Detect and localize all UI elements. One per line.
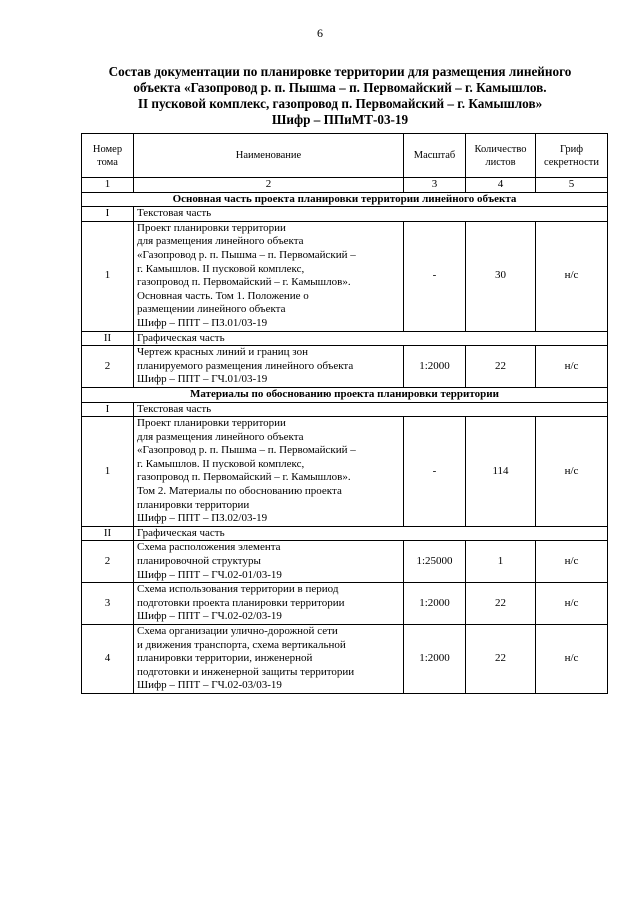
table-row [82,583,608,625]
document-name-line: Шифр – ППТ – ГЧ.02-02/03-19 [137,610,282,623]
document-name-line: «Газопровод р. п. Пышма – п. Первомайский – [137,444,356,457]
column-number: 3 [404,178,466,193]
part-row [82,526,608,541]
document-name-line: Схема организации улично-дорожной сети [137,625,338,637]
volume-number: 1 [82,221,134,331]
sheet-count: 22 [466,583,536,625]
column-number: 5 [536,178,608,193]
sheet-count: 1 [466,541,536,583]
document-name-line: газопровод п. Первомайский – г. Камышлов». [137,471,351,484]
document-name [134,417,404,527]
document-name-line: планировочной структуры [137,555,261,568]
document-name-line: «Газопровод р. п. Пышма – п. Первомайский – [137,248,356,261]
scale-value: 1:2000 [404,583,466,625]
documentation-table [81,133,608,694]
document-name-line: г. Камышлов. II пусковой комплекс, [137,262,305,275]
document-name-line: планировки территории [137,498,250,511]
document-name [134,346,404,388]
part-label: Графическая часть [134,331,608,346]
document-name-line: Чертеж красных линий и границ зон [137,346,308,359]
document-name-line: Шифр – ППТ – ПЗ.02/03-19 [137,512,268,525]
part-row [82,402,608,417]
part-label: Графическая часть [134,526,608,541]
document-name-line: подготовки проекта планировки территории [137,596,345,609]
part-roman-number: I [82,402,134,417]
header-volume-number: Номер тома [82,134,134,178]
document-name-line: Шифр – ППТ – ГЧ.02-01/03-19 [137,568,282,581]
document-name-line: Том 2. Материалы по обоснованию проекта [137,485,342,498]
header-sheet-count: Количество листов [466,134,536,178]
secrecy-stamp: н/с [536,346,608,388]
table-row [82,541,608,583]
part-roman-number: I [82,207,134,222]
document-title [60,64,620,128]
document-name-line: Шифр – ППТ – ГЧ.01/03-19 [137,373,268,386]
header-scale: Масштаб [404,134,466,178]
scale-value: 1:2000 [404,346,466,388]
document-name-line: размещении линейного объекта [137,303,286,316]
scale-value: - [404,221,466,331]
document-name-line: Схема расположения элемента [137,541,281,554]
volume-number: 2 [82,541,134,583]
title-line: Шифр – ППиМТ-03-19 [271,112,409,127]
document-name-line: Проект планировки территории [137,221,286,234]
table-row [82,346,608,388]
title-line: объекта «Газопровод р. п. Пышма – п. Первомайский – г. Камышлов. [133,80,547,95]
section-title: Основная часть проекта планировки территории линейного объекта [82,192,608,207]
document-name [134,221,404,331]
section-title: Материалы по обоснованию проекта планировки территории [82,387,608,402]
document-name-line: и движения транспорта, схема вертикальной [137,638,346,651]
document-name-line: Проект планировки территории [137,417,286,430]
volume-number: 1 [82,417,134,527]
secrecy-stamp: н/с [536,417,608,527]
scale-value: - [404,417,466,527]
table-header-row [82,134,608,178]
secrecy-stamp: н/с [536,625,608,694]
sheet-count: 22 [466,346,536,388]
column-number: 2 [134,178,404,193]
document-name-line: Шифр – ППТ – ПЗ.01/03-19 [137,316,268,329]
document-name-line: для размещения линейного объекта [137,235,304,248]
volume-number: 3 [82,583,134,625]
part-row [82,331,608,346]
table-row [82,625,608,694]
document-name [134,541,404,583]
document-name-line: подготовки и инженерной защиты территории [137,665,355,678]
document-name-line: Схема использования территории в период [137,583,339,596]
secrecy-stamp: н/с [536,583,608,625]
column-number: 1 [82,178,134,193]
secrecy-stamp: н/с [536,221,608,331]
scale-value: 1:25000 [404,541,466,583]
part-row [82,207,608,222]
document-name-line: для размещения линейного объекта [137,430,304,443]
table-row [82,417,608,527]
section-row [82,387,608,402]
sheet-count: 22 [466,625,536,694]
title-line: II пусковой комплекс, газопровод п. Первомайский – г. Камышлов» [137,96,543,111]
document-name-line: планировки территории, инженерной [137,652,313,665]
secrecy-stamp: н/с [536,541,608,583]
title-line: Состав документации по планировке территории для размещения линейного [108,64,572,79]
part-roman-number: II [82,331,134,346]
scale-value: 1:2000 [404,625,466,694]
table-row [82,221,608,331]
volume-number: 4 [82,625,134,694]
document-name-line: планируемого размещения линейного объекта [137,359,354,372]
part-label: Текстовая часть [134,207,608,222]
document-name-line: газопровод п. Первомайский – г. Камышлов». [137,276,351,289]
document-name [134,625,404,694]
part-label: Текстовая часть [134,402,608,417]
sheet-count: 114 [466,417,536,527]
column-number: 4 [466,178,536,193]
header-name: Наименование [134,134,404,178]
part-roman-number: II [82,526,134,541]
document-name [134,583,404,625]
volume-number: 2 [82,346,134,388]
document-name-line: г. Камышлов. II пусковой комплекс, [137,457,305,470]
sheet-count: 30 [466,221,536,331]
page-number: 6 [317,26,323,40]
column-number-row [82,178,608,193]
section-row [82,192,608,207]
document-name-line: Шифр – ППТ – ГЧ.02-03/03-19 [137,679,282,692]
header-secrecy: Гриф секретности [536,134,608,178]
document-name-line: Основная часть. Том 1. Положение о [137,289,309,302]
